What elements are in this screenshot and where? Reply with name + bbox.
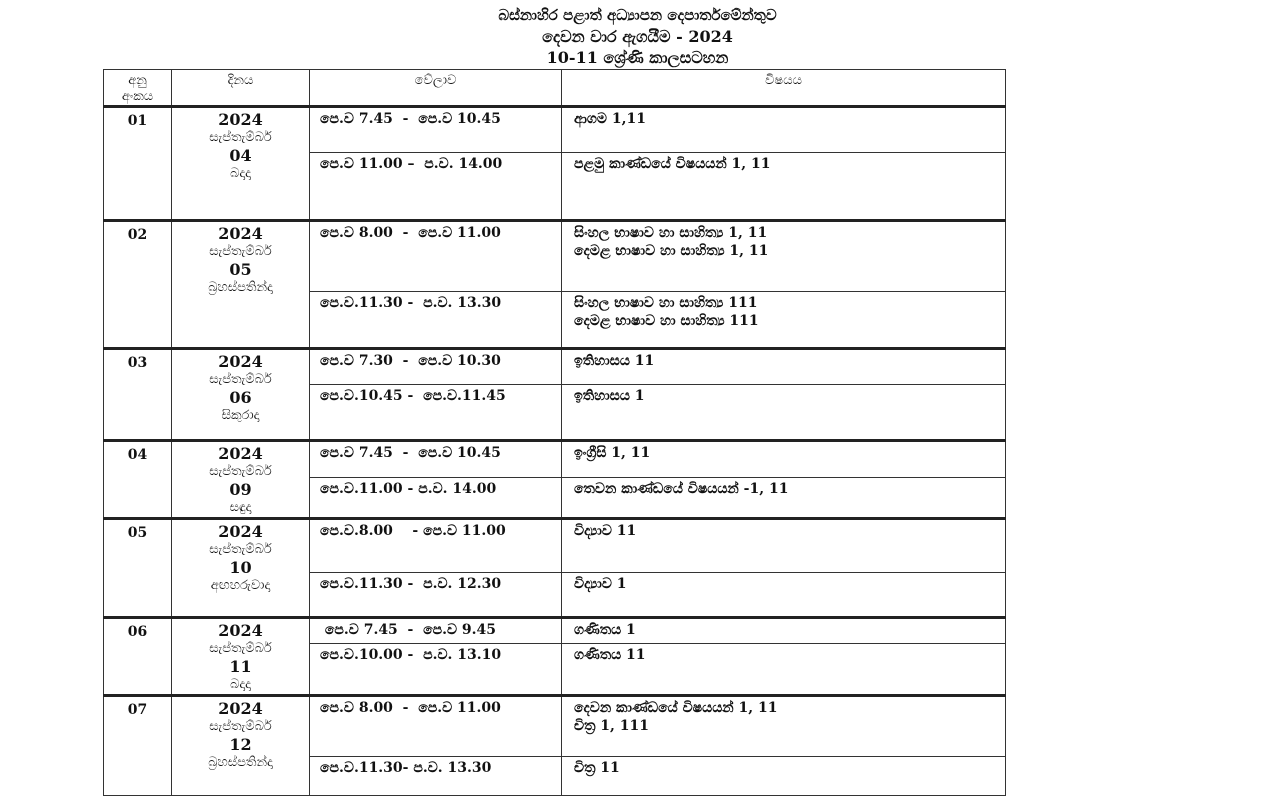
subject-line: ගණිතය 11 — [574, 647, 646, 664]
timetable-body — [104, 70, 1006, 796]
document-title: බස්නාහිර පළාත් අධ්‍යාපන දෙපාර්තමේන්තුව — [498, 6, 777, 24]
subject-line: දෙමළ භාෂාව හා සාහිත්‍ය 1, 11 — [574, 243, 769, 259]
date-month: සැප්තැම්බර් — [209, 542, 272, 557]
date-year: 2024 — [218, 522, 263, 541]
timetable-header-row — [104, 70, 1006, 107]
date-weekday: බදාදා — [230, 677, 251, 692]
session-time-cell: පෙ.ව.10.45 - පෙ.ව.11.45 — [310, 385, 562, 441]
subject-line: දෙමළ භාෂාව හා සාහිත්‍ය 111 — [574, 313, 759, 329]
session-subject-cell — [562, 221, 1006, 292]
date-year: 2024 — [218, 224, 263, 243]
session-subject-cell — [562, 757, 1006, 796]
date-cell — [172, 221, 310, 349]
header-serial-line1: අනු — [128, 73, 147, 88]
subject-line: චිත්‍ර 1, 111 — [574, 718, 650, 734]
session-subject-cell — [562, 696, 1006, 757]
date-month: සැප්තැම්බර් — [209, 130, 272, 145]
table-row — [104, 696, 1006, 757]
session-time-cell: පෙ.ව 7.45 - පෙ.ව 10.45 — [310, 441, 562, 478]
serial-number-cell: 01 — [104, 107, 172, 221]
table-row — [104, 107, 1006, 153]
date-weekday: බදාදා — [230, 166, 251, 181]
date-month: සැප්තැම්බර් — [209, 372, 272, 387]
session-time-cell: පෙ.ව.11.30 - ප.ව. 13.30 — [310, 292, 562, 349]
session-time-cell: පෙ.ව.8.00 - පෙ.ව 11.00 — [310, 519, 562, 573]
session-time-cell: පෙ.ව 7.45 - පෙ.ව 10.45 — [310, 107, 562, 153]
table-row — [104, 221, 1006, 292]
table-row — [104, 349, 1006, 385]
serial-number-cell: 07 — [104, 696, 172, 796]
document-subtitle: දෙවන වාර ඇගයීම - 2024 — [542, 27, 733, 46]
date-year: 2024 — [218, 110, 263, 129]
date-weekday: අඟහරුවාදා — [210, 578, 271, 593]
date-cell — [172, 519, 310, 618]
date-year: 2024 — [218, 444, 263, 463]
date-year: 2024 — [218, 699, 263, 718]
date-year: 2024 — [218, 621, 263, 640]
session-subject-cell — [562, 477, 1006, 518]
subject-line: ආගම 1,11 — [574, 111, 646, 127]
session-subject-cell — [562, 441, 1006, 478]
session-subject-cell — [562, 519, 1006, 573]
date-weekday: සඳුදා — [229, 500, 252, 515]
session-time-cell: පෙ.ව 8.00 - පෙ.ව 11.00 — [310, 696, 562, 757]
date-month: සැප්තැම්බර් — [209, 464, 272, 479]
serial-number-cell: 02 — [104, 221, 172, 349]
session-time-cell: පෙ.ව.11.30 - ප.ව. 12.30 — [310, 573, 562, 618]
session-subject-cell — [562, 107, 1006, 153]
date-day: 10 — [229, 558, 252, 577]
subject-line: ඉංග්‍රීසි 1, 11 — [574, 445, 651, 461]
header-serial-line2: අංකය — [121, 89, 154, 104]
date-cell — [172, 349, 310, 441]
session-subject-cell — [562, 292, 1006, 349]
session-subject-cell — [562, 385, 1006, 441]
table-row — [104, 618, 1006, 644]
date-month: සැප්තැම්බර් — [209, 719, 272, 734]
session-time-cell: පෙ.ව 7.45 - පෙ.ව 9.45 — [310, 618, 562, 644]
serial-number-cell: 06 — [104, 618, 172, 696]
table-row — [104, 441, 1006, 478]
date-weekday: සිකුරාදා — [221, 408, 260, 423]
date-day: 11 — [229, 657, 252, 676]
subject-line: සිංහල භාෂාව හා සාහිත්‍ය 111 — [574, 295, 758, 311]
session-subject-cell — [562, 349, 1006, 385]
session-time-cell: පෙ.ව 7.30 - පෙ.ව 10.30 — [310, 349, 562, 385]
session-subject-cell — [562, 153, 1006, 221]
subject-line: විද්‍යාව 1 — [574, 576, 627, 592]
session-time-cell: පෙ.ව 11.00 – ප.ව. 14.00 — [310, 153, 562, 221]
header-time: වේලාව — [310, 70, 562, 107]
timetable — [103, 69, 1006, 796]
subject-line: චිත්‍ර 11 — [574, 760, 620, 776]
subject-line: දෙවන කාණ්ඩයේ විෂයයන් 1, 11 — [574, 700, 778, 716]
date-month: සැප්තැම්බර් — [209, 244, 272, 259]
date-day: 12 — [229, 735, 252, 754]
session-time-cell: පෙ.ව 8.00 - පෙ.ව 11.00 — [310, 221, 562, 292]
date-day: 05 — [229, 260, 252, 279]
date-year: 2024 — [218, 352, 263, 371]
date-month: සැප්තැම්බර් — [209, 641, 272, 656]
document-grade-line: 10-11 ශ්‍රේණි කාලසටහන — [546, 48, 729, 67]
subject-line: තෙවන කාණ්ඩයේ විෂයයන් -1, 11 — [574, 480, 789, 497]
date-cell — [172, 107, 310, 221]
date-weekday: බ්‍රහස්පතින්දා — [208, 755, 273, 770]
session-subject-cell — [562, 618, 1006, 644]
date-day: 09 — [229, 480, 252, 499]
session-subject-cell — [562, 573, 1006, 618]
date-cell — [172, 618, 310, 696]
serial-number-cell: 05 — [104, 519, 172, 618]
subject-line: පළමු කාණ්ඩයේ විෂයයන් 1, 11 — [574, 156, 771, 172]
serial-number-cell: 03 — [104, 349, 172, 441]
header-serial-number — [104, 70, 172, 107]
subject-line: ඉතිහාසය 11 — [574, 353, 655, 369]
date-day: 04 — [229, 146, 252, 165]
session-time-cell: පෙ.ව.10.00 - ප.ව. 13.10 — [310, 644, 562, 696]
session-subject-cell — [562, 644, 1006, 696]
serial-number-cell: 04 — [104, 441, 172, 519]
subject-line: ඉතිහාසය 1 — [574, 388, 645, 404]
subject-line: සිංහල භාෂාව හා සාහිත්‍ය 1, 11 — [574, 225, 768, 241]
date-weekday: බ්‍රහස්පතින්දා — [208, 280, 273, 295]
header-subject: විෂයය — [562, 70, 1006, 107]
table-row — [104, 519, 1006, 573]
date-cell — [172, 696, 310, 796]
date-cell — [172, 441, 310, 519]
subject-line: ගණිතය 1 — [574, 622, 636, 638]
date-day: 06 — [229, 388, 252, 407]
session-time-cell: පෙ.ව.11.30- ප.ව. 13.30 — [310, 757, 562, 796]
subject-line: විද්‍යාව 11 — [574, 523, 637, 539]
header-date: දිනය — [172, 70, 310, 107]
session-time-cell: පෙ.ව.11.00 - ප.ව. 14.00 — [310, 477, 562, 518]
